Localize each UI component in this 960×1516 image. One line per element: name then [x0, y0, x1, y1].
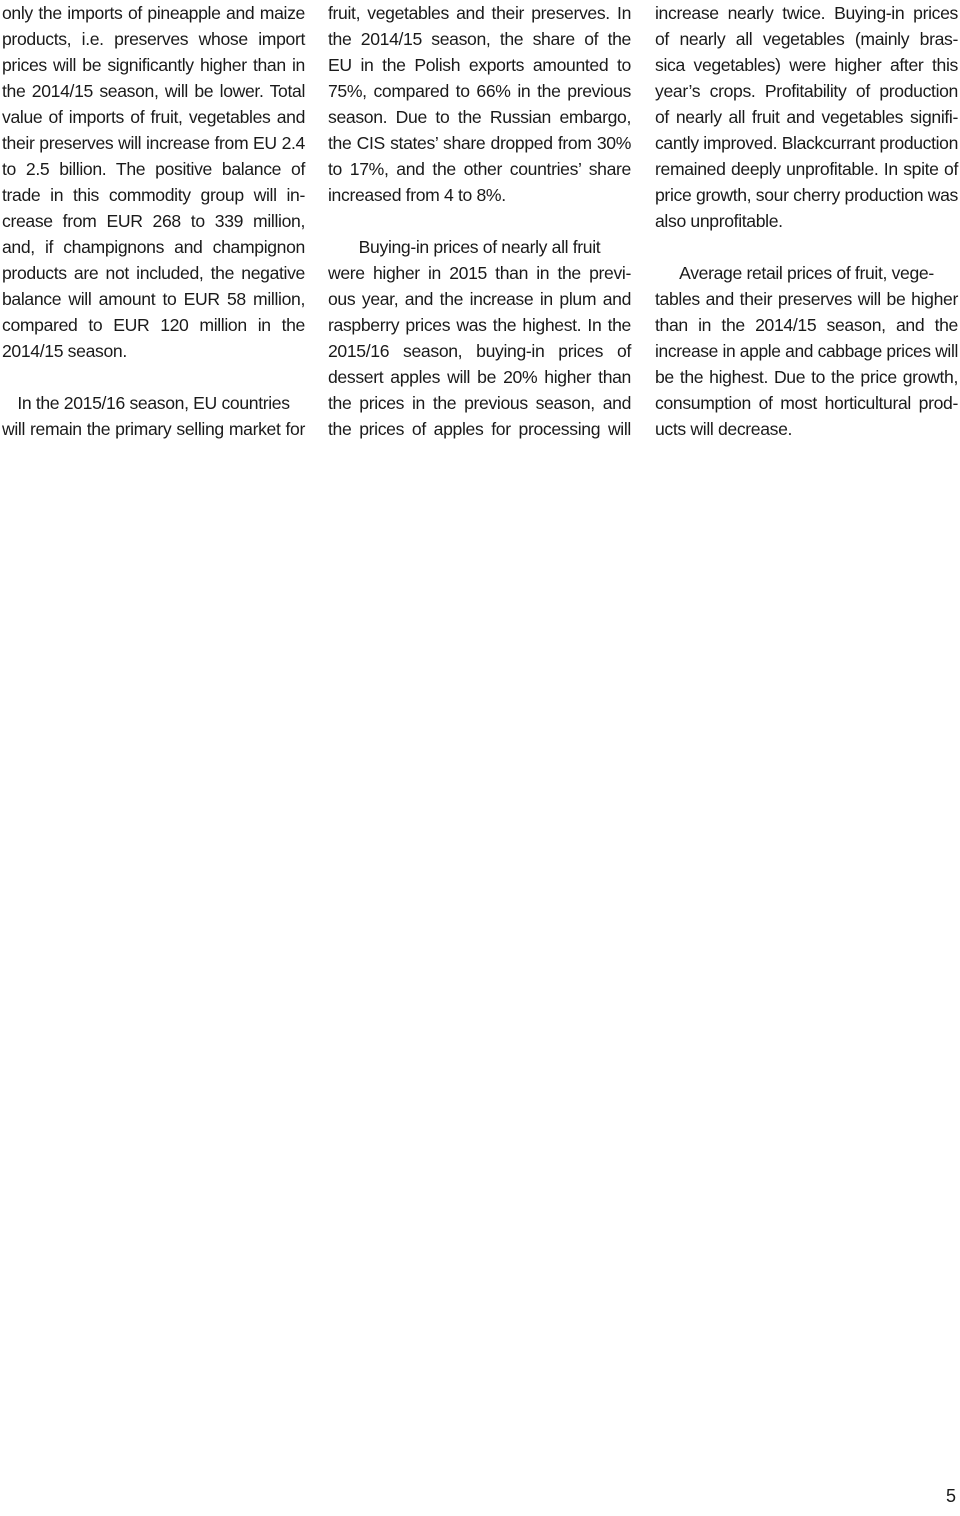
text-line: ous year, and the increase in plum and	[328, 289, 631, 309]
text-line: consumption of most horticultural prod-	[655, 393, 958, 413]
paragraph-gap	[2, 364, 305, 390]
text-line: value of imports of fruit, vegetables and	[2, 107, 305, 127]
text-line: 2015/16 season, buying-in prices of	[328, 341, 631, 361]
text-line: increased from 4 to 8%.	[328, 185, 506, 205]
text-line: cantly improved. Blackcurrant production	[655, 133, 959, 153]
text-line: of nearly all fruit and vegetables signifi-	[655, 107, 958, 127]
text-line: 2014/15 season.	[2, 341, 127, 361]
text-line: 75%, compared to 66% in the previous	[328, 81, 631, 101]
text-line: products are not included, the negative	[2, 263, 305, 283]
text-line: sica vegetables) were higher after this	[655, 55, 958, 75]
text-line: compared to EUR 120 million in the	[2, 315, 305, 335]
text-line: ucts will decrease.	[655, 419, 793, 439]
paragraph	[2, 0, 305, 364]
text-line: Buying-in prices of nearly all fruit	[358, 237, 601, 257]
text-line: remained deeply unprofitable. In spite of	[655, 159, 958, 179]
text-column-3	[655, 0, 958, 442]
text-column-2	[328, 0, 631, 442]
text-line: dessert apples will be 20% higher than	[328, 367, 631, 387]
text-line: also unprofitable.	[655, 211, 783, 231]
text-line: the CIS states’ share dropped from 30%	[328, 133, 631, 153]
text-column-1	[2, 0, 305, 442]
text-line: were higher in 2015 than in the previ-	[328, 263, 631, 283]
text-line: the prices in the previous season, and	[328, 393, 631, 413]
text-line: the prices of apples for processing will	[328, 419, 631, 439]
text-line: to 2.5 billion. The positive balance of	[2, 159, 305, 179]
paragraph	[655, 260, 958, 442]
text-line: the 2014/15 season, will be lower. Total	[2, 81, 305, 101]
text-line: be the highest. Due to the price growth,	[655, 367, 958, 387]
text-line: increase in apple and cabbage prices will	[655, 341, 958, 361]
text-line: only the imports of pineapple and maize	[2, 3, 305, 23]
text-line: price growth, sour cherry production was	[655, 185, 958, 205]
text-line: than in the 2014/15 season, and the	[655, 315, 958, 335]
text-line: tables and their preserves will be higher	[655, 289, 958, 309]
paragraph	[328, 0, 631, 208]
text-line: raspberry prices was the highest. In the	[328, 315, 631, 335]
text-line: their preserves will increase from EU 2.4	[2, 133, 305, 153]
page-number: 5	[945, 1486, 956, 1506]
paragraph-gap	[328, 208, 631, 234]
paragraph-gap	[655, 234, 958, 260]
paragraph	[655, 0, 958, 234]
text-line: will remain the primary selling market for	[2, 419, 305, 439]
text-line: balance will amount to EUR 58 million,	[2, 289, 305, 309]
text-line: prices will be significantly higher than in	[2, 55, 305, 75]
text-line: the 2014/15 season, the share of the	[328, 29, 631, 49]
text-line: Average retail prices of fruit, vege-	[679, 263, 934, 283]
paragraph	[2, 390, 305, 442]
text-line: season. Due to the Russian embargo,	[328, 107, 631, 127]
paragraph	[328, 234, 631, 442]
text-line: of nearly all vegetables (mainly bras-	[655, 29, 958, 49]
text-line: and, if champignons and champignon	[2, 237, 305, 257]
text-line: EU in the Polish exports amounted to	[328, 55, 631, 75]
text-line: fruit, vegetables and their preserves. In	[328, 3, 631, 23]
text-line: increase nearly twice. Buying-in prices	[655, 3, 958, 23]
text-line: crease from EUR 268 to 339 million,	[2, 211, 305, 231]
text-line: to 17%, and the other countries’ share	[328, 159, 631, 179]
text-line: In the 2015/16 season, EU countries	[17, 393, 290, 413]
text-line: trade in this commodity group will in-	[2, 185, 305, 205]
text-line: products, i.e. preserves whose import	[2, 29, 305, 49]
text-line: year’s crops. Profitability of production	[655, 81, 958, 101]
